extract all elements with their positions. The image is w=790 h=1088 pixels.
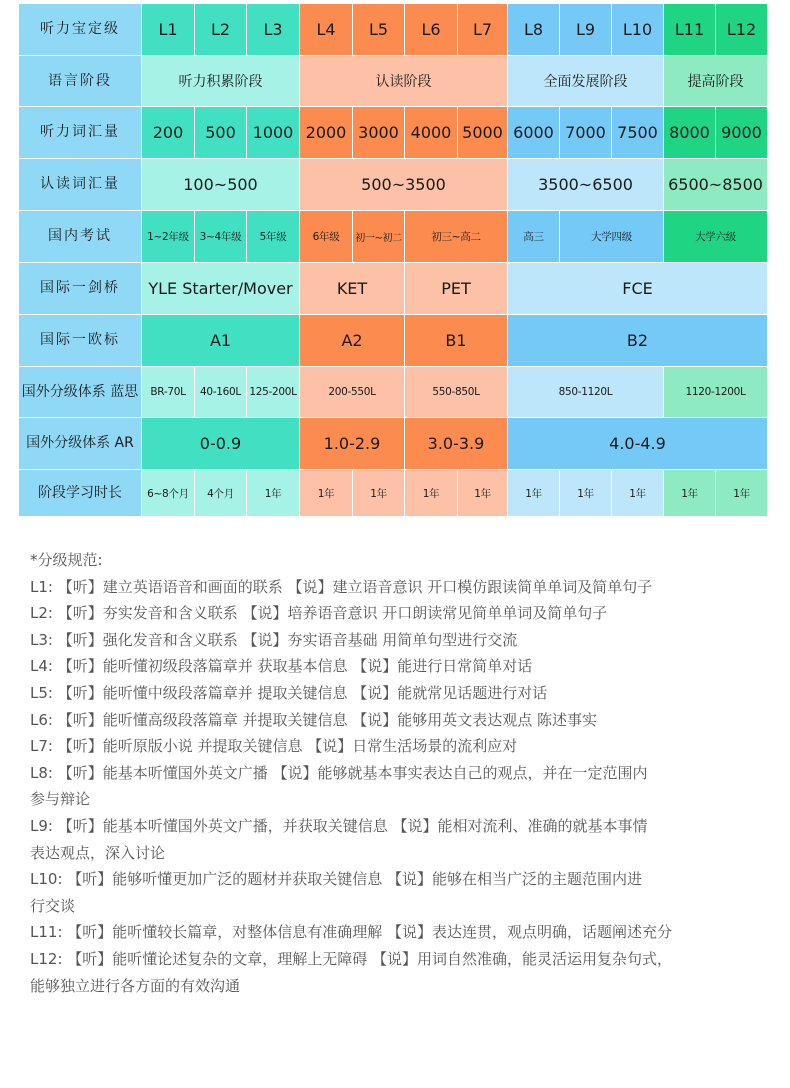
row-header-cefr: 国际一欧标 bbox=[19, 315, 141, 366]
lexile-cell: 125-200L bbox=[247, 367, 299, 417]
listening-vocab-cell: 6000 bbox=[508, 107, 559, 158]
level-cell: L1 bbox=[142, 4, 194, 55]
level-cell: L10 bbox=[612, 4, 663, 55]
listening-vocab-cell: 7000 bbox=[560, 107, 611, 158]
row-header-lexile: 国外分级体系 蓝思 bbox=[19, 367, 141, 417]
note-line: L9: 【听】能基本听懂国外英文广播，并获取关键信息 【说】能相对流利、准确的就基本事情 bbox=[30, 816, 648, 835]
duration-cell: 6~8个月 bbox=[142, 470, 194, 516]
duration-cell: 1年 bbox=[560, 470, 611, 516]
stage-cell: 认读阶段 bbox=[300, 56, 507, 106]
note-line: L8: 【听】能基本听懂国外英文广播 【说】能够就基本事实表达自己的观点，并在一定范围内 bbox=[30, 763, 648, 782]
listening-vocab-cell: 500 bbox=[195, 107, 246, 158]
reading-vocab-cell: 6500~8500 bbox=[664, 159, 767, 210]
note-line: 行交谈 bbox=[30, 896, 76, 915]
level-cell: L4 bbox=[300, 4, 352, 55]
domestic-exam-cell: 大学六级 bbox=[664, 211, 767, 262]
note-line: 表达观点，深入讨论 bbox=[30, 843, 166, 862]
listening-vocab-cell: 200 bbox=[142, 107, 194, 158]
grading-notes bbox=[30, 547, 770, 999]
lexile-cell: 200-550L bbox=[300, 367, 404, 417]
ar-cell: 1.0-2.9 bbox=[300, 418, 404, 469]
row-header-duration: 阶段学习时长 bbox=[19, 470, 141, 516]
reading-vocab-cell: 100~500 bbox=[142, 159, 299, 210]
cambridge-cell: KET bbox=[300, 263, 404, 314]
cambridge-cell: PET bbox=[405, 263, 507, 314]
domestic-exam-cell: 初三~高二 bbox=[405, 211, 507, 262]
duration-cell: 4个月 bbox=[195, 470, 246, 516]
listening-vocab-cell: 5000 bbox=[458, 107, 507, 158]
level-cell: L12 bbox=[716, 4, 767, 55]
note-line: 能够独立进行各方面的有效沟通 bbox=[30, 976, 241, 995]
cefr-cell: B2 bbox=[508, 315, 767, 366]
cefr-cell: A1 bbox=[142, 315, 299, 366]
note-line: L6: 【听】能听懂高级段落篇章 并提取关键信息 【说】能够用英文表达观点 陈述事实 bbox=[30, 710, 598, 729]
note-line: L3: 【听】强化发音和含义联系 【说】夯实语音基础 用简单句型进行交流 bbox=[30, 630, 518, 649]
duration-cell: 1年 bbox=[300, 470, 352, 516]
domestic-exam-cell: 5年级 bbox=[247, 211, 299, 262]
duration-cell: 1年 bbox=[716, 470, 767, 516]
row-header-stage: 语言阶段 bbox=[19, 56, 141, 106]
stage-cell: 听力积累阶段 bbox=[142, 56, 299, 106]
duration-cell: 1年 bbox=[508, 470, 559, 516]
reading-vocab-cell: 3500~6500 bbox=[508, 159, 663, 210]
row-header-domestic-exam: 国内考试 bbox=[19, 211, 141, 262]
notes-title: *分级规范: bbox=[30, 551, 103, 569]
domestic-exam-cell: 初一~初二 bbox=[353, 211, 404, 262]
row-header-level: 听力宝定级 bbox=[19, 4, 141, 55]
listening-vocab-cell: 7500 bbox=[612, 107, 663, 158]
level-cell: L3 bbox=[247, 4, 299, 55]
lexile-cell: 550-850L bbox=[405, 367, 507, 417]
note-line: L2: 【听】夯实发音和含义联系 【说】培养语音意识 开口朗读常见简单单词及简单句子 bbox=[30, 604, 608, 623]
row-header-reading-vocab: 认读词汇量 bbox=[19, 159, 141, 210]
cambridge-cell: FCE bbox=[508, 263, 767, 314]
row-header-ar: 国外分级体系 AR bbox=[19, 418, 141, 469]
duration-cell: 1年 bbox=[458, 470, 507, 516]
listening-vocab-cell: 2000 bbox=[300, 107, 352, 158]
domestic-exam-cell: 高三 bbox=[508, 211, 559, 262]
duration-cell: 1年 bbox=[664, 470, 715, 516]
note-line: L5: 【听】能听懂中级段落篇章并 提取关键信息 【说】能就常见话题进行对话 bbox=[30, 683, 548, 702]
listening-vocab-cell: 1000 bbox=[247, 107, 299, 158]
note-line: L4: 【听】能听懂初级段落篇章并 获取基本信息 【说】能进行日常简单对话 bbox=[30, 657, 533, 676]
domestic-exam-cell: 3~4年级 bbox=[195, 211, 246, 262]
domestic-exam-cell: 1~2年级 bbox=[142, 211, 194, 262]
note-line: L7: 【听】能听原版小说 并提取关键信息 【说】日常生活场景的流利应对 bbox=[30, 737, 518, 756]
lexile-cell: 1120-1200L bbox=[664, 367, 767, 417]
level-cell: L9 bbox=[560, 4, 611, 55]
ar-cell: 0-0.9 bbox=[142, 418, 299, 469]
level-cell: L6 bbox=[405, 4, 457, 55]
note-line: L10: 【听】能够听懂更加广泛的题材并获取关键信息 【说】能够在相当广泛的主题范围内进 bbox=[30, 870, 643, 889]
listening-vocab-cell: 4000 bbox=[405, 107, 457, 158]
ar-cell: 3.0-3.9 bbox=[405, 418, 507, 469]
note-line: 参与辩论 bbox=[30, 790, 91, 809]
level-cell: L2 bbox=[195, 4, 246, 55]
reading-vocab-cell: 500~3500 bbox=[300, 159, 507, 210]
note-line: L12: 【听】能听懂论述复杂的文章，理解上无障碍 【说】用词自然准确，能灵活运用复杂句式， bbox=[30, 949, 673, 968]
duration-cell: 1年 bbox=[353, 470, 404, 516]
ar-cell: 4.0-4.9 bbox=[508, 418, 767, 469]
cefr-cell: A2 bbox=[300, 315, 404, 366]
row-header-listening-vocab: 听力词汇量 bbox=[19, 107, 141, 158]
lexile-cell: 40-160L bbox=[195, 367, 246, 417]
lexile-cell: 850-1120L bbox=[508, 367, 663, 417]
cambridge-cell: YLE Starter/Mover bbox=[142, 263, 299, 314]
listening-vocab-cell: 8000 bbox=[664, 107, 715, 158]
note-line: L1: 【听】建立英语语音和画面的联系 【说】建立语音意识 开口模仿跟读简单单词及简单句子 bbox=[30, 577, 653, 596]
stage-cell: 全面发展阶段 bbox=[508, 56, 663, 106]
level-table bbox=[19, 4, 767, 516]
listening-vocab-cell: 3000 bbox=[353, 107, 404, 158]
note-line: L11: 【听】能听懂较长篇章，对整体信息有准确理解 【说】表达连贯，观点明确，话题阐述充分 bbox=[30, 923, 673, 942]
duration-cell: 1年 bbox=[612, 470, 663, 516]
level-cell: L11 bbox=[664, 4, 715, 55]
cefr-cell: B1 bbox=[405, 315, 507, 366]
listening-vocab-cell: 9000 bbox=[716, 107, 767, 158]
level-cell: L8 bbox=[508, 4, 559, 55]
domestic-exam-cell: 大学四级 bbox=[560, 211, 663, 262]
level-cell: L7 bbox=[458, 4, 507, 55]
duration-cell: 1年 bbox=[405, 470, 457, 516]
stage-cell: 提高阶段 bbox=[664, 56, 767, 106]
row-header-cambridge: 国际一剑桥 bbox=[19, 263, 141, 314]
duration-cell: 1年 bbox=[247, 470, 299, 516]
domestic-exam-cell: 6年级 bbox=[300, 211, 352, 262]
level-cell: L5 bbox=[353, 4, 404, 55]
lexile-cell: BR-70L bbox=[142, 367, 194, 417]
